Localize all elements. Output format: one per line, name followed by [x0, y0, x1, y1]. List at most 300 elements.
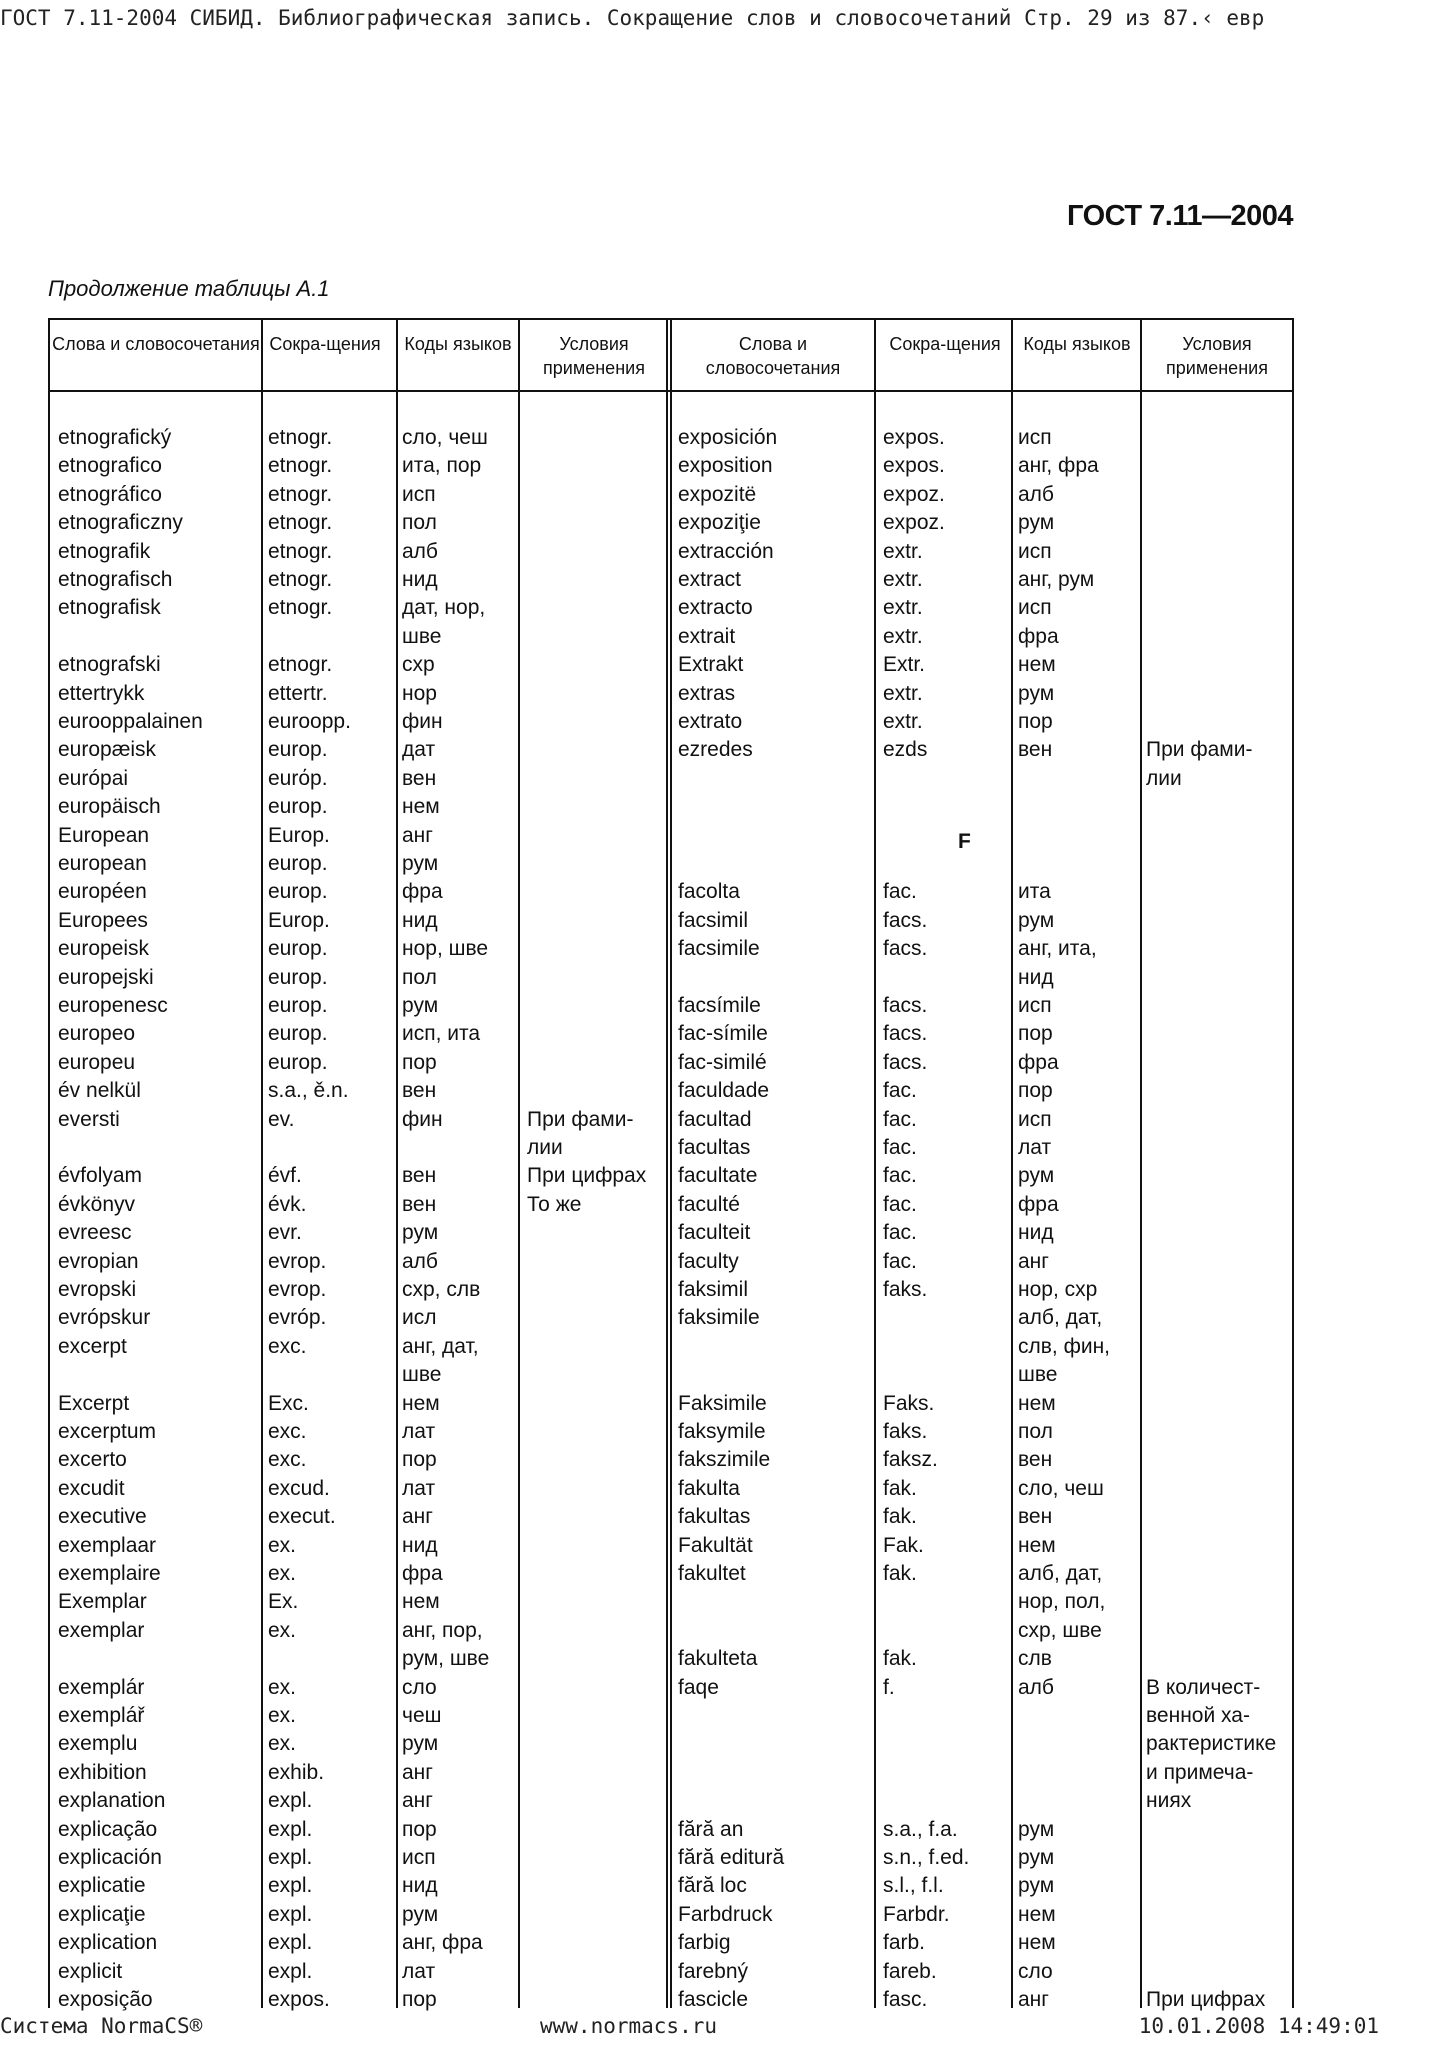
column-divider — [670, 318, 672, 2008]
left-abbreviation-cell: ettertr. — [268, 681, 328, 705]
left-word-cell: exemplář — [58, 1704, 145, 1727]
right-condition-cell: В количест- — [1146, 1675, 1261, 1699]
right-language-code-cell: исп — [1018, 1107, 1052, 1131]
left-language-code-cell: анг — [402, 1789, 433, 1813]
left-abbreviation-cell: exc. — [268, 1420, 307, 1443]
right-word-cell: extracto — [678, 596, 753, 620]
left-abbreviation-cell: exc. — [268, 1448, 307, 1472]
right-language-code-cell: фра — [1018, 1050, 1059, 1074]
left-abbreviation-cell: europ. — [268, 994, 328, 1017]
table-caption: Продолжение таблицы А.1 — [48, 276, 330, 301]
right-word-cell: faksymile — [678, 1420, 766, 1443]
left-abbreviation-cell: expl. — [268, 1902, 313, 1926]
left-word-cell: europeisk — [58, 937, 150, 961]
right-word-cell: farebný — [678, 1959, 749, 1983]
abbreviation-table — [48, 318, 1294, 2011]
right-condition-cell: При фами- — [1146, 738, 1253, 762]
left-language-code-cell: лат — [402, 1959, 436, 1983]
left-abbreviation-cell: Ex. — [268, 1590, 299, 1614]
left-language-code-cell: рум — [402, 994, 439, 1017]
left-word-cell: etnografisch — [58, 568, 173, 591]
left-word-cell: exemplaire — [58, 1562, 161, 1585]
right-abbreviation-cell: extr. — [883, 710, 923, 733]
left-abbreviation-cell: exc. — [268, 1334, 307, 1358]
right-language-code-cell: рум — [1018, 1164, 1055, 1188]
left-language-code-cell: пол — [402, 511, 437, 535]
header-language-codes: Коды языков — [1023, 334, 1131, 354]
left-abbreviation-cell: expos. — [268, 1988, 330, 2011]
left-word-cell: exemplaar — [58, 1533, 157, 1557]
left-word-cell: európai — [58, 766, 129, 790]
left-abbreviation-cell: excud. — [268, 1476, 330, 1500]
right-abbreviation-cell: fac. — [883, 1107, 917, 1131]
right-abbreviation-cell: fak. — [883, 1647, 917, 1671]
table-left-border — [48, 318, 50, 2008]
right-word-cell: expozitë — [678, 482, 757, 506]
left-word-cell: etnografik — [58, 539, 151, 563]
right-language-code-cell: слв, фин, — [1018, 1334, 1111, 1358]
left-abbreviation-cell: ex. — [268, 1618, 297, 1642]
right-word-cell: Extrakt — [678, 653, 744, 677]
left-word-cell: Exemplar — [58, 1590, 147, 1614]
left-language-code-cell: нор, шве — [402, 937, 489, 961]
right-word-cell: farbig — [678, 1931, 731, 1955]
left-language-code-cell: нид — [402, 908, 438, 932]
column-divider — [666, 318, 668, 2008]
right-abbreviation-cell: Faks. — [883, 1391, 935, 1415]
left-word-cell: Excerpt — [58, 1391, 130, 1415]
left-language-code-cell: схр, слв — [402, 1278, 481, 1301]
left-abbreviation-cell: expl. — [268, 1846, 313, 1869]
right-language-code-cell: шве — [1018, 1363, 1058, 1387]
right-language-code-cell: пол — [1018, 1420, 1053, 1443]
column-divider — [261, 318, 263, 2008]
left-language-code-cell: вен — [402, 1079, 437, 1103]
left-language-code-cell: шве — [402, 624, 442, 648]
right-condition-cell: При цифрах — [1146, 1988, 1266, 2011]
left-abbreviation-cell: expl. — [268, 1959, 313, 1983]
left-word-cell: év nelkül — [58, 1079, 141, 1103]
left-word-cell: exhibition — [58, 1760, 147, 1784]
right-word-cell: facultate — [678, 1164, 758, 1188]
right-language-code-cell: нем — [1018, 1931, 1056, 1955]
left-language-code-cell: чеш — [402, 1704, 442, 1727]
right-language-code-cell: исп — [1018, 426, 1052, 449]
right-abbreviation-cell: fac. — [883, 1192, 917, 1216]
left-abbreviation-cell: evróp. — [268, 1306, 327, 1330]
left-abbreviation-cell: ex. — [268, 1533, 297, 1557]
left-language-code-cell: рум, шве — [402, 1647, 490, 1671]
right-word-cell: exposition — [678, 454, 773, 478]
left-condition-cell: То же — [527, 1192, 582, 1216]
right-language-code-cell: анг — [1018, 1249, 1049, 1273]
right-abbreviation-cell: expos. — [883, 426, 945, 449]
right-language-code-cell: нор, схр — [1018, 1278, 1098, 1301]
left-word-cell: European — [58, 823, 150, 847]
right-abbreviation-cell: fac. — [883, 1136, 917, 1159]
left-word-cell: excerpt — [58, 1334, 127, 1358]
right-word-cell: fără editură — [678, 1846, 785, 1869]
right-word-cell: extras — [678, 681, 736, 705]
right-word-cell: faqe — [678, 1675, 719, 1699]
left-language-code-cell: фин — [402, 1107, 443, 1131]
right-language-code-cell: схр, шве — [1018, 1618, 1102, 1642]
left-abbreviation-cell: Europ. — [268, 823, 330, 847]
right-abbreviation-cell: facs. — [883, 1050, 928, 1074]
left-abbreviation-cell: evr. — [268, 1221, 302, 1245]
column-divider — [396, 318, 398, 2008]
left-word-cell: etnografski — [58, 653, 161, 677]
right-language-code-cell: сло, чеш — [1018, 1476, 1104, 1500]
left-abbreviation-cell: execut. — [268, 1505, 336, 1529]
right-word-cell: extrait — [678, 624, 736, 648]
right-word-cell: ezredes — [678, 738, 753, 762]
header-words: Слова и словосочетания — [52, 334, 260, 354]
right-language-code-cell: исп — [1018, 539, 1052, 563]
header-conditions: Условия применения — [543, 334, 645, 378]
left-condition-cell: При цифрах — [527, 1164, 647, 1188]
right-word-cell: extracción — [678, 539, 774, 563]
left-language-code-cell: рум — [402, 852, 439, 875]
right-word-cell: Farbdruck — [678, 1902, 773, 1926]
left-word-cell: explanation — [58, 1789, 166, 1813]
right-abbreviation-cell: expoz. — [883, 511, 945, 535]
right-language-code-cell: алб, дат, — [1018, 1562, 1103, 1585]
right-abbreviation-cell: ezds — [883, 738, 928, 762]
left-abbreviation-cell: etnogr. — [268, 539, 333, 563]
left-word-cell: explicit — [58, 1959, 123, 1983]
standard-header: ГОСТ 7.11—2004 — [1067, 200, 1293, 232]
left-word-cell: europæisk — [58, 738, 157, 762]
left-word-cell: excerto — [58, 1448, 127, 1472]
right-abbreviation-cell: Farbdr. — [883, 1902, 950, 1926]
document-title-bar: ГОСТ 7.11-2004 СИБИД. Библиографическая запись. Сокращение слов и словосочетаний Стр. 29 из 87.‹ евр — [0, 6, 1265, 30]
left-abbreviation-cell: expl. — [268, 1817, 313, 1841]
left-abbreviation-cell: expl. — [268, 1874, 313, 1898]
right-abbreviation-cell: faks. — [883, 1420, 928, 1443]
footer-system-name: Система NormaCS® — [0, 2014, 203, 2038]
left-language-code-cell: нид — [402, 1533, 438, 1557]
left-abbreviation-cell: europ. — [268, 965, 328, 989]
left-abbreviation-cell: etnogr. — [268, 482, 333, 506]
left-language-code-cell: дат, нор, — [402, 596, 486, 620]
left-language-code-cell: схр — [402, 653, 435, 677]
left-language-code-cell: ита, пор — [402, 454, 482, 478]
right-language-code-cell: алб — [1018, 1675, 1054, 1699]
left-abbreviation-cell: eurόp. — [268, 766, 328, 790]
left-language-code-cell: анг, фра — [402, 1931, 483, 1955]
left-word-cell: europäisch — [58, 795, 161, 819]
left-language-code-cell: сло, чеш — [402, 426, 488, 449]
column-divider — [1011, 318, 1013, 2008]
right-abbreviation-cell: fak. — [883, 1476, 917, 1500]
left-word-cell: explicatie — [58, 1874, 146, 1898]
right-abbreviation-cell: s.n., f.ed. — [883, 1846, 970, 1869]
right-word-cell: faksimile — [678, 1306, 760, 1330]
left-word-cell: excerptum — [58, 1420, 157, 1443]
left-abbreviation-cell: Europ. — [268, 908, 330, 932]
right-language-code-cell: рум — [1018, 681, 1055, 705]
left-language-code-cell: анг — [402, 1505, 433, 1529]
footer-timestamp: 10.01.2008 14:49:01 — [1138, 2014, 1379, 2038]
right-abbreviation-cell: farb. — [883, 1931, 926, 1955]
left-word-cell: evreesc — [58, 1221, 132, 1245]
right-abbreviation-cell: fak. — [883, 1505, 917, 1529]
left-abbreviation-cell: evrop. — [268, 1278, 327, 1301]
right-language-code-cell: слв — [1018, 1647, 1052, 1671]
right-language-code-cell: рум — [1018, 1846, 1055, 1869]
left-abbreviation-cell: europ. — [268, 852, 328, 875]
left-language-code-cell: исп — [402, 482, 436, 506]
header-conditions: Условия применения — [1166, 334, 1268, 378]
left-word-cell: evropski — [58, 1278, 137, 1301]
right-abbreviation-cell: faksz. — [883, 1448, 938, 1472]
left-abbreviation-cell: europ. — [268, 738, 328, 762]
right-condition-cell: лии — [1146, 766, 1182, 790]
left-abbreviation-cell: ev. — [268, 1107, 295, 1131]
right-abbreviation-cell: extr. — [883, 624, 923, 648]
right-abbreviation-cell: facs. — [883, 937, 928, 961]
right-word-cell: fac-símile — [678, 1022, 768, 1046]
left-abbreviation-cell: evrop. — [268, 1249, 327, 1273]
left-abbreviation-cell: s.a., ě.n. — [268, 1079, 349, 1103]
right-word-cell: fără loc — [678, 1874, 747, 1898]
right-abbreviation-cell: s.a., f.a. — [883, 1817, 958, 1841]
left-word-cell: european — [58, 852, 147, 875]
right-abbreviation-cell: facs. — [883, 994, 928, 1017]
right-language-code-cell: вен — [1018, 738, 1053, 762]
left-abbreviation-cell: europ. — [268, 880, 328, 904]
left-word-cell: evrópskur — [58, 1306, 151, 1330]
left-abbreviation-cell: etnogr. — [268, 568, 333, 591]
left-word-cell: explication — [58, 1931, 158, 1955]
right-abbreviation-cell: expoz. — [883, 482, 945, 506]
left-abbreviation-cell: etnogr. — [268, 653, 333, 677]
column-divider — [874, 318, 876, 2008]
left-word-cell: explicação — [58, 1817, 158, 1841]
left-language-code-cell: нем — [402, 795, 440, 819]
left-abbreviation-cell: Exc. — [268, 1391, 309, 1415]
left-word-cell: excudit — [58, 1476, 125, 1500]
right-language-code-cell: анг, фра — [1018, 454, 1099, 478]
right-condition-cell: венной ха- — [1146, 1704, 1250, 1727]
right-word-cell: Fakultät — [678, 1533, 753, 1557]
left-word-cell: explicaţie — [58, 1902, 146, 1926]
left-abbreviation-cell: etnogr. — [268, 426, 333, 449]
left-language-code-cell: дат — [402, 738, 436, 762]
header-abbreviations: Сокра-щения — [269, 334, 381, 354]
right-language-code-cell: пор — [1018, 1079, 1053, 1103]
left-language-code-cell: анг — [402, 1760, 433, 1784]
right-language-code-cell: нем — [1018, 1902, 1056, 1926]
left-word-cell: ettertrykk — [58, 681, 145, 705]
column-divider — [1140, 318, 1142, 2008]
left-word-cell: évkönyv — [58, 1192, 136, 1216]
left-abbreviation-cell: euroopp. — [268, 710, 351, 733]
left-language-code-cell: пор — [402, 1050, 437, 1074]
left-language-code-cell: вен — [402, 1192, 437, 1216]
right-language-code-cell: рум — [1018, 1874, 1055, 1898]
right-language-code-cell: алб, дат, — [1018, 1306, 1103, 1330]
right-language-code-cell: рум — [1018, 511, 1055, 535]
left-word-cell: exposição — [58, 1988, 153, 2011]
left-language-code-cell: сло — [402, 1675, 437, 1699]
left-language-code-cell: фра — [402, 880, 443, 904]
right-abbreviation-cell: fac. — [883, 1249, 917, 1273]
left-abbreviation-cell: expl. — [268, 1789, 313, 1813]
right-language-code-cell: исп — [1018, 596, 1052, 620]
left-language-code-cell: пор — [402, 1817, 437, 1841]
right-word-cell: faculdade — [678, 1079, 770, 1103]
left-condition-cell: лии — [527, 1136, 563, 1159]
header-abbreviations: Сокра-щения — [889, 334, 1001, 354]
right-word-cell: fakszimile — [678, 1448, 771, 1472]
left-language-code-cell: нем — [402, 1590, 440, 1614]
right-language-code-cell: рум — [1018, 1817, 1055, 1841]
right-language-code-cell: исп — [1018, 994, 1052, 1017]
right-language-code-cell: вен — [1018, 1505, 1053, 1529]
left-language-code-cell: пор — [402, 1988, 437, 2011]
right-word-cell: fakulta — [678, 1476, 740, 1500]
left-language-code-cell: алб — [402, 539, 438, 563]
left-abbreviation-cell: expl. — [268, 1931, 313, 1955]
right-word-cell: Faksimile — [678, 1391, 767, 1415]
left-word-cell: évfolyam — [58, 1164, 143, 1188]
right-word-cell: facsimile — [678, 937, 760, 961]
right-condition-cell: рактеристике — [1146, 1732, 1277, 1756]
right-abbreviation-cell: facs. — [883, 1022, 928, 1046]
left-language-code-cell: шве — [402, 1363, 442, 1387]
left-word-cell: etnografický — [58, 426, 172, 449]
right-word-cell: facultad — [678, 1107, 752, 1131]
left-word-cell: evropian — [58, 1249, 139, 1273]
left-word-cell: Europees — [58, 908, 148, 932]
left-language-code-cell: исп — [402, 1846, 436, 1869]
right-abbreviation-cell: extr. — [883, 596, 923, 620]
right-abbreviation-cell: extr. — [883, 568, 923, 591]
left-word-cell: etnograficzny — [58, 511, 183, 535]
right-abbreviation-cell: fac. — [883, 1221, 917, 1245]
left-abbreviation-cell: ex. — [268, 1675, 297, 1699]
left-abbreviation-cell: évf. — [268, 1164, 302, 1188]
right-abbreviation-cell: fac. — [883, 880, 917, 904]
right-language-code-cell: анг — [1018, 1988, 1049, 2011]
left-word-cell: europejski — [58, 965, 154, 989]
right-word-cell: facultas — [678, 1136, 751, 1159]
right-language-code-cell: фра — [1018, 1192, 1059, 1216]
right-abbreviation-cell: fasc. — [883, 1988, 928, 2011]
left-word-cell: executive — [58, 1505, 147, 1529]
left-abbreviation-cell: etnogr. — [268, 511, 333, 535]
left-abbreviation-cell: europ. — [268, 1022, 328, 1046]
right-language-code-cell: рум — [1018, 908, 1055, 932]
left-word-cell: europeu — [58, 1050, 136, 1074]
left-abbreviation-cell: etnogr. — [268, 454, 333, 478]
left-word-cell: europeo — [58, 1022, 136, 1046]
right-word-cell: facsimil — [678, 908, 749, 932]
left-word-cell: etnografisk — [58, 596, 161, 620]
right-language-code-cell: анг, рум — [1018, 568, 1095, 591]
left-word-cell: etnografico — [58, 454, 162, 478]
right-word-cell: exposición — [678, 426, 778, 449]
left-abbreviation-cell: europ. — [268, 1050, 328, 1074]
header-language-codes: Коды языков — [404, 334, 512, 354]
left-language-code-cell: вен — [402, 1164, 437, 1188]
left-language-code-cell: нем — [402, 1391, 440, 1415]
left-word-cell: explicación — [58, 1846, 162, 1869]
right-abbreviation-cell: expos. — [883, 454, 945, 478]
right-language-code-cell: нем — [1018, 653, 1056, 677]
left-word-cell: europenesc — [58, 994, 168, 1017]
right-abbreviation-cell: fareb. — [883, 1959, 937, 1983]
left-abbreviation-cell: europ. — [268, 795, 328, 819]
table-right-border — [1292, 318, 1294, 2008]
left-language-code-cell: фин — [402, 710, 443, 733]
left-language-code-cell: нор — [402, 681, 437, 705]
right-language-code-cell: лат — [1018, 1136, 1052, 1159]
right-word-cell: faculté — [678, 1192, 740, 1216]
right-language-code-cell: сло — [1018, 1959, 1053, 1983]
footer-website: www.normacs.ru — [540, 2014, 718, 2038]
right-language-code-cell: алб — [1018, 482, 1054, 506]
left-language-code-cell: анг, дат, — [402, 1334, 479, 1358]
right-word-cell: facsímile — [678, 994, 761, 1017]
left-language-code-cell: рум — [402, 1732, 439, 1756]
right-abbreviation-cell: s.l., f.l. — [883, 1874, 944, 1898]
right-language-code-cell: нид — [1018, 965, 1054, 989]
right-word-cell: fascicle — [678, 1988, 749, 2011]
right-abbreviation-cell: Extr. — [883, 653, 926, 677]
right-word-cell: fac-similé — [678, 1050, 767, 1074]
left-language-code-cell: пор — [402, 1448, 437, 1472]
right-abbreviation-cell: extr. — [883, 681, 923, 705]
left-abbreviation-cell: etnogr. — [268, 596, 333, 620]
left-language-code-cell: анг — [402, 823, 433, 847]
right-abbreviation-cell: facs. — [883, 908, 928, 932]
right-word-cell: fakultet — [678, 1562, 746, 1585]
right-language-code-cell: нор, пол, — [1018, 1590, 1106, 1614]
right-abbreviation-cell: fac. — [883, 1164, 917, 1188]
left-language-code-cell: рум — [402, 1902, 439, 1926]
left-word-cell: exemplár — [58, 1675, 145, 1699]
left-condition-cell: При фами- — [527, 1107, 634, 1131]
right-word-cell: faculty — [678, 1249, 739, 1273]
left-language-code-cell: вен — [402, 766, 437, 790]
left-language-code-cell: лат — [402, 1476, 436, 1500]
left-language-code-cell: анг, пор, — [402, 1618, 483, 1642]
right-abbreviation-cell: faks. — [883, 1278, 928, 1301]
right-word-cell: extract — [678, 568, 742, 591]
right-language-code-cell: анг, ита, — [1018, 937, 1097, 961]
left-language-code-cell: лат — [402, 1420, 436, 1443]
left-word-cell: exemplu — [58, 1732, 138, 1756]
right-abbreviation-cell: f. — [883, 1675, 895, 1699]
left-abbreviation-cell: europ. — [268, 937, 328, 961]
right-word-cell: faksimil — [678, 1278, 749, 1301]
right-language-code-cell: пор — [1018, 710, 1053, 733]
right-abbreviation-cell: extr. — [883, 539, 923, 563]
right-word-cell: expoziţie — [678, 511, 761, 535]
left-abbreviation-cell: ex. — [268, 1704, 297, 1727]
right-language-code-cell: нид — [1018, 1221, 1054, 1245]
left-abbreviation-cell: ex. — [268, 1732, 297, 1756]
left-word-cell: exemplar — [58, 1618, 145, 1642]
left-word-cell: eversti — [58, 1107, 120, 1131]
left-word-cell: eurooppalainen — [58, 710, 203, 733]
right-abbreviation-cell: Fak. — [883, 1533, 924, 1557]
right-word-cell: facolta — [678, 880, 740, 904]
left-language-code-cell: исл — [402, 1306, 437, 1330]
